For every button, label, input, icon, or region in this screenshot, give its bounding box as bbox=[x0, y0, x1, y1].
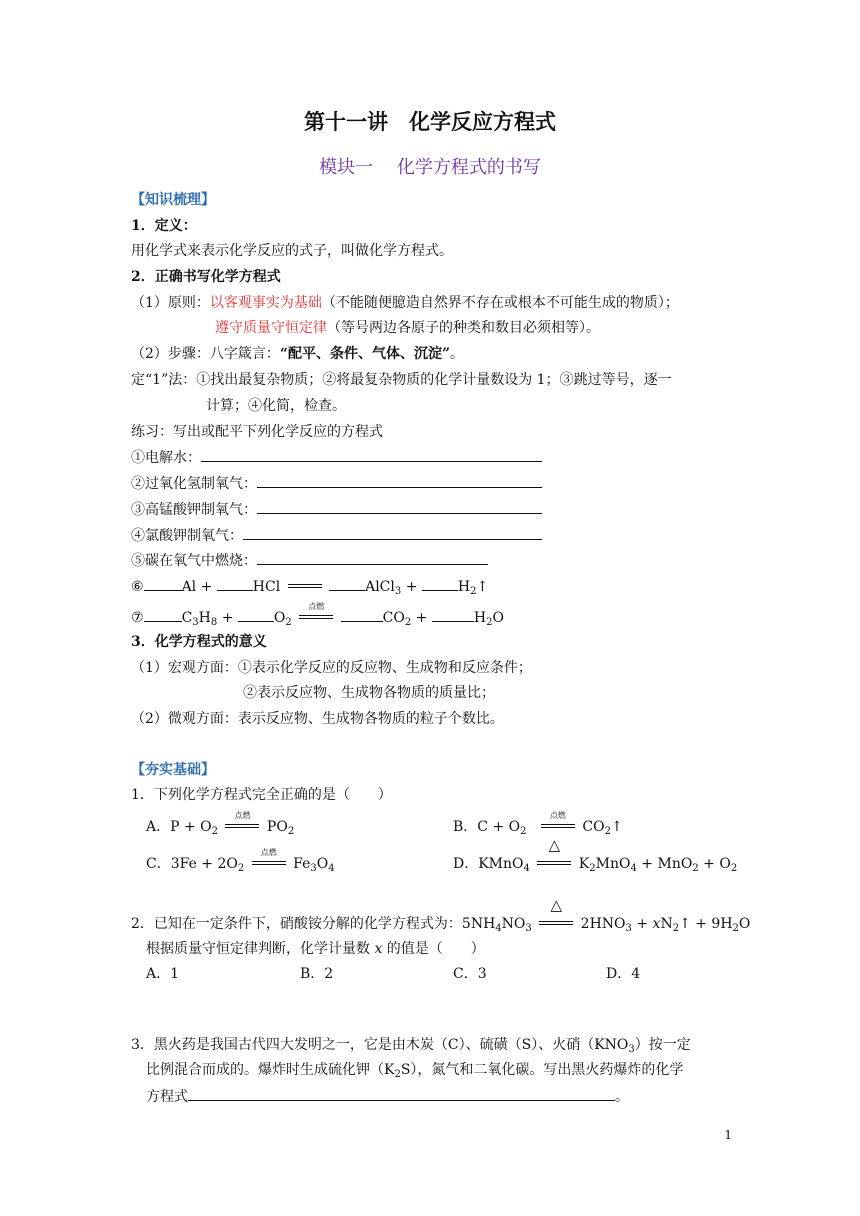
subscript: 3 bbox=[192, 617, 199, 628]
subscript: 4 bbox=[495, 923, 502, 934]
exercise-6-equation bbox=[131, 577, 488, 596]
formula-part: 2HNO bbox=[580, 916, 626, 932]
formula-part: O bbox=[738, 916, 751, 932]
plus: + bbox=[401, 579, 422, 595]
question-2-option-b[interactable]: B．2 bbox=[300, 966, 334, 982]
answer-blank[interactable] bbox=[188, 1087, 615, 1101]
condition-ignite: 点燃 bbox=[234, 811, 251, 820]
exercise-3-label: ③高锰酸钾制氧气： bbox=[131, 502, 257, 518]
subscript: 2 bbox=[604, 826, 611, 837]
equals-sign bbox=[288, 581, 322, 591]
question-2-option-c[interactable]: C．3 bbox=[453, 966, 487, 982]
subscript: 2 bbox=[285, 617, 292, 628]
steps-motto: “配平、条件、气体、沉淀” bbox=[279, 346, 451, 362]
section-knowledge-heading: 【知识梳理】 bbox=[131, 192, 215, 208]
question-3-line-1 bbox=[131, 1036, 691, 1054]
exercise-1 bbox=[131, 448, 542, 467]
gas-arrow: ↑ bbox=[476, 579, 489, 595]
question-3-text: S），氮气和二氧化碳。写出黑火药爆炸的化学 bbox=[400, 1062, 684, 1078]
heat-icon: △ bbox=[550, 896, 562, 914]
coefficient-blank[interactable] bbox=[422, 577, 458, 591]
product-o: O bbox=[492, 610, 504, 626]
product-alcl: AlCl bbox=[365, 579, 395, 595]
subscript: 4 bbox=[523, 863, 530, 874]
subscript: 2 bbox=[470, 586, 477, 597]
option-d-product: MnO bbox=[595, 856, 631, 872]
subscript: 2 bbox=[237, 863, 245, 874]
gas-arrow: ↑ bbox=[610, 819, 623, 835]
meaning-line-3: （2）微观方面：表示反应物、生成物各物质的粒子个数比。 bbox=[131, 711, 504, 727]
coefficient-blank[interactable] bbox=[329, 577, 365, 591]
question-2-text: 根据质量守恒定律判断，化学计量数 bbox=[146, 941, 375, 957]
equals-sign-ignite bbox=[225, 811, 259, 831]
subscript: 3 bbox=[628, 1044, 635, 1055]
subscript: 2 bbox=[730, 863, 738, 874]
meaning-heading: 3．化学方程式的意义 bbox=[131, 634, 267, 650]
definition-heading: 1．定义： bbox=[131, 218, 197, 234]
exercise-1-blank[interactable] bbox=[201, 448, 542, 462]
subscript: 2 bbox=[732, 923, 739, 934]
option-a-text: A．P + O bbox=[146, 819, 212, 835]
subscript: 8 bbox=[210, 617, 218, 628]
subscript: 2 bbox=[394, 1069, 401, 1080]
reactant-hcl: HCl bbox=[252, 579, 281, 595]
rule-line-2: 计算；④化简，检查。 bbox=[206, 398, 346, 414]
exercise-2-blank[interactable] bbox=[257, 474, 542, 488]
meaning-line-1: （1）宏观方面：①表示化学反应的反应物、生成物和反应条件； bbox=[131, 660, 532, 676]
variable-x: x bbox=[652, 916, 661, 932]
question-2-option-d[interactable]: D．4 bbox=[606, 966, 641, 982]
principle-line-2 bbox=[215, 319, 600, 337]
formula-part: ↑ + 9H bbox=[679, 916, 733, 932]
coefficient-blank[interactable] bbox=[217, 577, 253, 591]
steps-label: （2）步骤：八字箴言： bbox=[131, 346, 280, 362]
option-d-product: K bbox=[578, 856, 590, 872]
subscript: 4 bbox=[630, 863, 637, 874]
exercise-5-label: ⑤碳在氧气中燃烧： bbox=[131, 553, 257, 569]
question-3-line-3 bbox=[146, 1087, 629, 1106]
option-b-text: B．C + O bbox=[453, 819, 521, 835]
principle-conservation-note: （等号两边各原子的种类和数目必须相等）。 bbox=[327, 320, 600, 336]
option-d-text: D．KMnO bbox=[453, 856, 524, 872]
product-h: H bbox=[473, 610, 487, 626]
heat-icon: △ bbox=[548, 836, 561, 854]
exercise-4-label: ④氯酸钾制氧气： bbox=[131, 528, 243, 544]
exercise-6-number: ⑥ bbox=[131, 579, 144, 595]
exercise-3-blank[interactable] bbox=[257, 500, 542, 514]
equals-sign-heat bbox=[537, 836, 571, 868]
question-2-line-2 bbox=[146, 940, 485, 958]
formula-part: NO bbox=[501, 916, 526, 932]
subscript: 2 bbox=[486, 617, 493, 628]
exercise-4 bbox=[131, 526, 542, 545]
reactant-h: H bbox=[198, 610, 211, 626]
question-1-stem: 1．下列化学方程式完全正确的是（ ） bbox=[131, 787, 392, 803]
module-title: 模块一 化学方程式的书写 bbox=[319, 157, 541, 178]
condition-ignite: 点燃 bbox=[308, 602, 325, 611]
principle-fact-note: （不能随便臆造自然界不存在或根本不可能生成的物质）； bbox=[321, 295, 679, 311]
coefficient-blank[interactable] bbox=[432, 608, 474, 622]
definition-text: 用化学式来表示化学反应的式子，叫做化学方程式。 bbox=[131, 243, 453, 259]
question-1-option-b[interactable] bbox=[453, 811, 623, 837]
exercise-7-number: ⑦ bbox=[131, 610, 144, 626]
question-3-line-2 bbox=[146, 1061, 683, 1079]
question-3-text: 比例混合而成的。爆炸时生成硫化钾（K bbox=[146, 1062, 395, 1078]
reactant-o: O bbox=[273, 610, 286, 626]
option-c-text: C．3Fe + 2O bbox=[146, 856, 238, 872]
subscript: 3 bbox=[310, 863, 317, 874]
equals-sign-ignite bbox=[541, 811, 575, 831]
practice-heading: 练习：写出或配平下列化学反应的方程式 bbox=[131, 424, 383, 440]
subscript: 2 bbox=[404, 617, 412, 628]
subscript: 2 bbox=[672, 923, 680, 934]
exercise-5-blank[interactable] bbox=[257, 551, 488, 565]
principle-fact: 以客观事实为基础 bbox=[209, 295, 322, 311]
subscript: 3 bbox=[394, 586, 402, 597]
steps-end: 。 bbox=[450, 346, 465, 362]
question-3-text: 。 bbox=[615, 1089, 629, 1105]
variable-x: x bbox=[374, 941, 383, 957]
question-2-text: 2．已知在一定条件下，硝酸铵分解的化学方程式为：5NH bbox=[131, 916, 496, 932]
exercise-5 bbox=[131, 551, 488, 570]
product-h: H bbox=[457, 579, 471, 595]
question-3-text: 3．黑火药是我国古代四大发明之一，它是由木炭（C）、硫磺（S）、火硝（KNO bbox=[131, 1037, 629, 1053]
rule-line-1: 定“1”法：①找出最复杂物质；②将最复杂物质的化学计量数设为 1；③跳过等号，逐一 bbox=[131, 372, 672, 388]
page-title: 第十一讲 化学反应方程式 bbox=[304, 109, 556, 134]
principle-label: （1）原则： bbox=[131, 295, 210, 311]
steps-line bbox=[131, 345, 464, 363]
coefficient-blank[interactable] bbox=[144, 608, 182, 622]
question-3-text: 方程式 bbox=[146, 1089, 188, 1105]
subscript: 3 bbox=[525, 923, 532, 934]
product-co: CO bbox=[382, 610, 405, 626]
subscript: 2 bbox=[287, 826, 295, 837]
subscript: 3 bbox=[625, 923, 632, 934]
coefficient-blank[interactable] bbox=[144, 577, 182, 591]
equals-sign-heat bbox=[539, 896, 573, 928]
exercise-4-blank[interactable] bbox=[243, 526, 542, 540]
equals-sign-ignite bbox=[299, 602, 333, 622]
coefficient-blank[interactable] bbox=[238, 608, 274, 622]
exercise-3 bbox=[131, 500, 542, 519]
equals-sign-ignite bbox=[252, 848, 286, 868]
page-number: 1 bbox=[724, 1128, 732, 1142]
question-1-option-d[interactable] bbox=[453, 836, 738, 874]
coefficient-blank[interactable] bbox=[341, 608, 383, 622]
reactant-al: Al + bbox=[181, 579, 217, 595]
question-1-option-c[interactable] bbox=[146, 848, 335, 874]
option-d-product: + MnO bbox=[636, 856, 693, 872]
principle-line-1 bbox=[131, 294, 679, 312]
subscript: 2 bbox=[520, 826, 527, 837]
meaning-line-2: ②表示反应物、生成物各物质的质量比； bbox=[243, 685, 495, 701]
exercise-2 bbox=[131, 474, 542, 493]
exercise-7-equation bbox=[131, 602, 504, 628]
subscript: 2 bbox=[692, 863, 699, 874]
question-2-option-a[interactable]: A．1 bbox=[146, 966, 180, 982]
option-c-product: O bbox=[316, 856, 329, 872]
subscript: 2 bbox=[589, 863, 596, 874]
condition-ignite: 点燃 bbox=[549, 811, 566, 820]
section-basics-heading: 【夯实基础】 bbox=[131, 762, 215, 778]
principle-conservation: 遵守质量守恒定律 bbox=[215, 320, 327, 336]
option-b-product: CO bbox=[582, 819, 605, 835]
exercise-1-label: ①电解水： bbox=[131, 450, 201, 466]
subscript: 2 bbox=[211, 826, 219, 837]
writing-heading: 2．正确书写化学方程式 bbox=[131, 269, 281, 285]
formula-part: N bbox=[660, 916, 673, 932]
option-c-product: Fe bbox=[293, 856, 311, 872]
option-a-product: PO bbox=[266, 819, 288, 835]
plus: + bbox=[631, 916, 653, 932]
reactant-c: C bbox=[181, 610, 193, 626]
condition-ignite: 点燃 bbox=[260, 848, 277, 857]
question-1-option-a[interactable] bbox=[146, 811, 295, 837]
option-d-product: + O bbox=[698, 856, 731, 872]
question-3-text: ）按一定 bbox=[634, 1037, 691, 1053]
plus: + bbox=[411, 610, 432, 626]
exercise-2-label: ②过氧化氢制氧气： bbox=[131, 476, 257, 492]
question-2-stem bbox=[131, 896, 751, 934]
plus: + bbox=[217, 610, 238, 626]
question-2-text: 的值是（ ） bbox=[382, 941, 485, 957]
subscript: 4 bbox=[328, 863, 335, 874]
